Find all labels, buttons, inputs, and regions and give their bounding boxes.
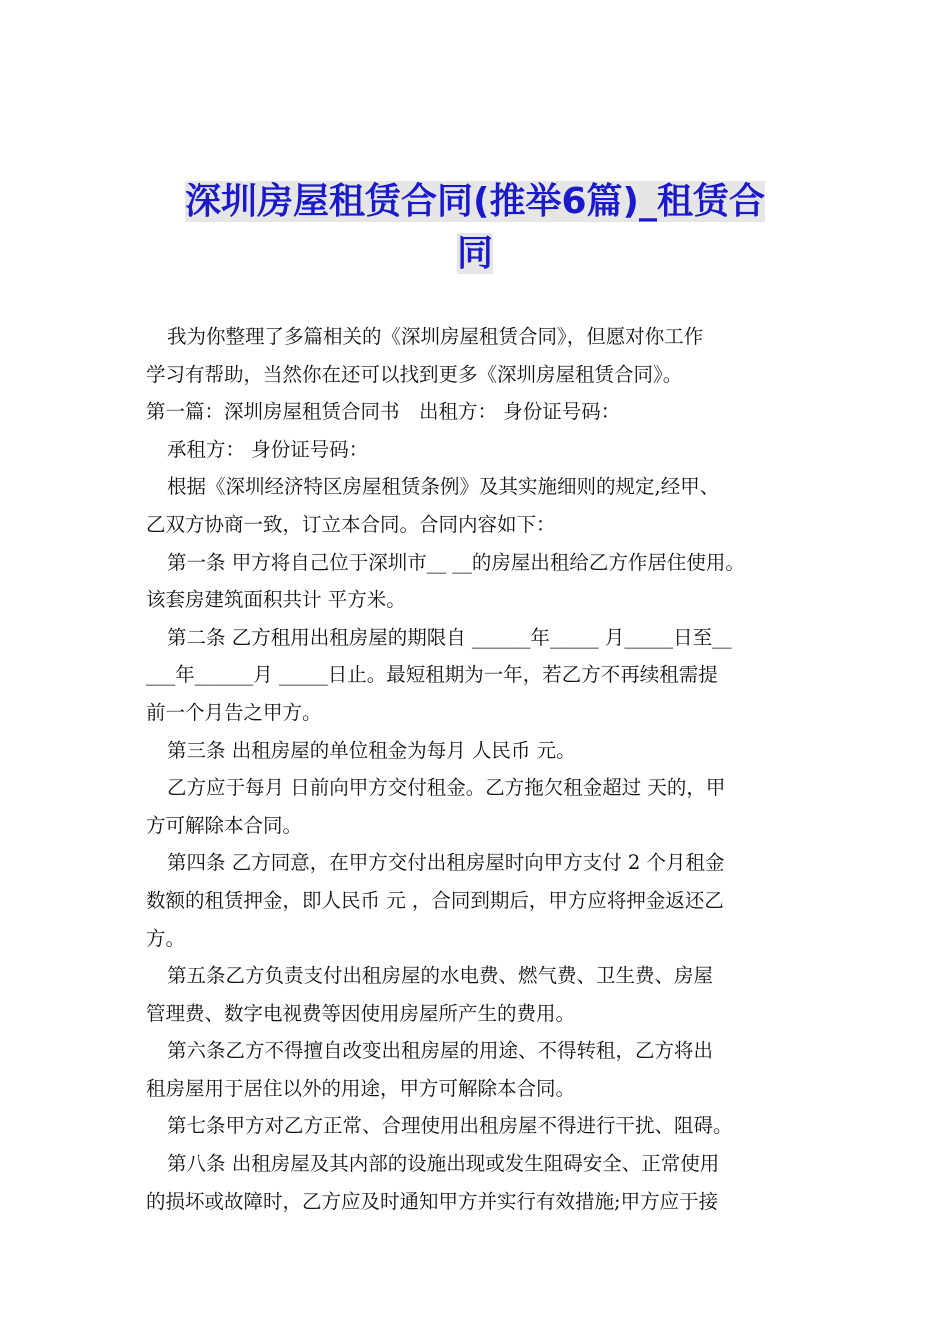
text-line: 租房屋用于居住以外的用途，甲方可解除本合同。 <box>146 1076 576 1100</box>
text-line: 该套房建筑面积共计 平方米。 <box>146 588 406 612</box>
text-line: 方可解除本合同。 <box>146 813 303 837</box>
text-line: 管理费、数字电视费等因使用房屋所产生的费用。 <box>146 1001 576 1025</box>
text-line: 第八条 出租房屋及其内部的设施出现或发生阻碍安全、正常使用 <box>167 1152 720 1176</box>
text-line: 乙双方协商一致，订立本合同。合同内容如下： <box>146 512 556 536</box>
text-line: 我为你整理了多篇相关的《深圳房屋租赁合同》，但愿对你工作 <box>167 325 704 348</box>
text-line: 第二条 乙方租用出租房屋的期限自 ______年_____ 月_____日至__ <box>167 625 732 649</box>
text-line: 承租方： 身份证号码： <box>167 437 369 461</box>
text-line: 第六条乙方不得擅自改变出租房屋的用途、不得转租，乙方将出 <box>167 1039 714 1063</box>
text-line: 第一条 甲方将自己位于深圳市__ __的房屋出租给乙方作居住使用。 <box>167 550 745 574</box>
document-title <box>120 176 830 280</box>
text-line: 第五条乙方负责支付出租房屋的水电费、燃气费、卫生费、房屋 <box>167 964 714 988</box>
text-line: 第七条甲方对乙方正常、合理使用出租房屋不得进行干扰、阻碍。 <box>167 1114 733 1138</box>
text-line: 第四条 乙方同意，在甲方交付出租房屋时向甲方支付 2 个月租金 <box>167 851 725 875</box>
text-line: ___年______月 _____日止。最短租期为一年，若乙方不再续租需提 <box>146 663 718 687</box>
text-line: 第一篇：深圳房屋租赁合同书 出租方： 身份证号码： <box>146 400 621 424</box>
text-line: 的损坏或故障时，乙方应及时通知甲方并实行有效措施;甲方应于接 <box>146 1189 719 1213</box>
text-line: 第三条 出租房屋的单位租金为每月 人民币 元。 <box>167 738 576 762</box>
document-body <box>146 318 822 1220</box>
text-line: 方。 <box>146 926 186 950</box>
text-line: 根据《深圳经济特区房屋租赁条例》及其实施细则的规定,经甲、 <box>167 475 720 499</box>
text-line: 学习有帮助，当然你在还可以找到更多《深圳房屋租赁合同》。 <box>146 362 683 386</box>
text-line: 前一个月告之甲方。 <box>146 700 322 724</box>
title-line-1: 深圳房屋租赁合同(推举6篇)_租赁合 <box>185 181 765 222</box>
text-line: 乙方应于每月 日前向甲方交付租金。乙方拖欠租金超过 天的，甲 <box>167 776 726 800</box>
text-line: 数额的租赁押金，即人民币 元 ，合同到期后，甲方应将押金返还乙 <box>146 888 724 912</box>
title-line-2: 同 <box>456 233 493 274</box>
